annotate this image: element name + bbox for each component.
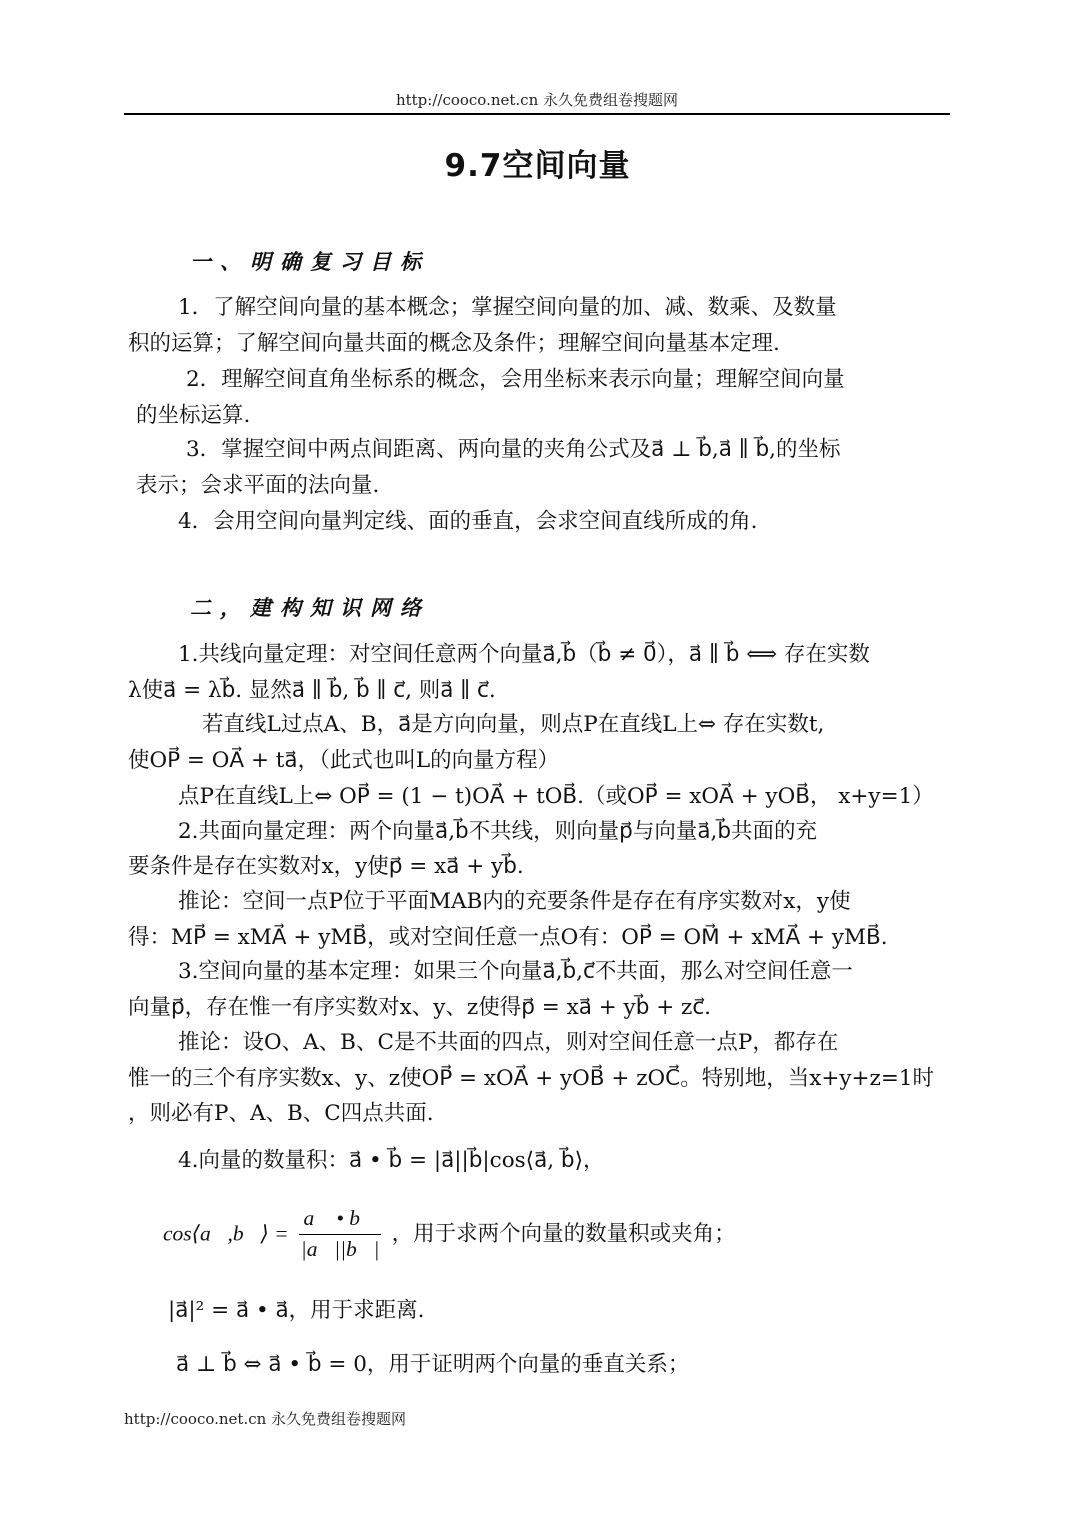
goal-line-6: 表示；会求平面的法向量.: [136, 473, 380, 498]
knowledge-line-2: λ使a⃗ = λb⃗. 显然a⃗ ∥ b⃗, b⃗ ∥ c⃗, 则a⃗ ∥ c⃗.: [128, 678, 496, 703]
knowledge-line-11: 向量p⃗，存在惟一有序实数对x、y、z使得p⃗ = xa⃗ + yb⃗ + zc⃗.: [128, 995, 712, 1020]
knowledge-line-13: 惟一的三个有序实数x、y、z使OP⃗ = xOA⃗ + yOB⃗ + zOC⃗。特别地，当x+y+z=1时: [128, 1066, 935, 1091]
cosine-formula-line: [163, 1206, 736, 1263]
cosine-lhs: cos⟨a⃗,b⃗⟩ =: [163, 1221, 289, 1246]
page-header: http://cooco.net.cn 永久免费组卷搜题网: [395, 91, 679, 109]
knowledge-line-9: 得：MP⃗ = xMA⃗ + yMB⃗，或对空间任意一点O有：OP⃗ = OM⃗ + xMA⃗ + yMB⃗.: [128, 925, 888, 950]
cosine-fraction: [299, 1206, 380, 1263]
cosine-note: ，用于求两个向量的数量积或夹角；: [391, 1221, 736, 1247]
cosine-numerator: a⃗ • b⃗: [299, 1206, 380, 1235]
page-title: 9.7空间向量: [444, 148, 631, 184]
header-divider: [124, 113, 950, 115]
norm-formula-line: |a⃗|² = a⃗ • a⃗，用于求距离.: [168, 1298, 425, 1323]
knowledge-line-7: 要条件是存在实数对x，y使p⃗ = xa⃗ + yb⃗.: [128, 854, 524, 879]
knowledge-line-8: 推论：空间一点P位于平面MAB内的充要条件是存在有序实数对x，y使: [178, 889, 851, 914]
knowledge-line-1: 1.共线向量定理：对空间任意两个向量a⃗,b⃗（b⃗ ≠ 0⃗），a⃗ ∥ b⃗ ⟺ 存在实数: [178, 642, 870, 667]
page-footer: http://cooco.net.cn 永久免费组卷搜题网: [124, 1410, 407, 1428]
goal-line-4: 的坐标运算.: [136, 403, 251, 428]
knowledge-line-15: 4.向量的数量积：a⃗ • b⃗ = |a⃗||b⃗|cos⟨a⃗, b⃗⟩，: [178, 1148, 605, 1173]
goal-line-2: 积的运算；了解空间向量共面的概念及条件；理解空间向量基本定理.: [128, 331, 780, 356]
knowledge-line-14: ，则必有P、A、B、C四点共面.: [128, 1101, 434, 1126]
knowledge-line-5: 点P在直线L上⇔ OP⃗ = (1 − t)OA⃗ + tOB⃗.（或OP⃗ = xOA⃗ + yOB⃗， x+y=1）: [178, 784, 934, 809]
knowledge-line-12: 推论：设O、A、B、C是不共面的四点，则对空间任意一点P，都存在: [178, 1030, 839, 1055]
goal-line-3: 2．理解空间直角坐标系的概念，会用坐标来表示向量；理解空间向量: [186, 367, 845, 392]
goal-line-1: 1．了解空间向量的基本概念；掌握空间向量的加、减、数乘、及数量: [178, 295, 837, 320]
knowledge-line-3: 若直线L过点A、B，a⃗是方向向量，则点P在直线L上⇔ 存在实数t,: [202, 712, 825, 737]
perpendicular-formula-line: a⃗ ⊥ b⃗ ⇔ a⃗ • b⃗ = 0，用于证明两个向量的垂直关系；: [176, 1352, 690, 1377]
knowledge-line-6: 2.共面向量定理：两个向量a⃗,b⃗不共线，则向量p⃗与向量a⃗,b⃗共面的充: [178, 819, 817, 844]
goal-line-7: 4．会用空间向量判定线、面的垂直，会求空间直线所成的角.: [178, 509, 758, 534]
knowledge-line-10: 3.空间向量的基本定理：如果三个向量a⃗,b⃗,c⃗不共面，那么对空间任意一: [178, 959, 853, 984]
section-heading-knowledge: 二，建构知识网络: [190, 595, 430, 620]
section-heading-goals: 一、明确复习目标: [190, 249, 430, 274]
goal-line-5: 3．掌握空间中两点间距离、两向量的夹角公式及a⃗ ⊥ b⃗,a⃗ ∥ b⃗,的坐标: [186, 437, 841, 462]
knowledge-line-4: 使OP⃗ = OA⃗ + ta⃗，（此式也叫L的向量方程）: [128, 748, 560, 773]
cosine-denominator: |a⃗||b⃗|: [300, 1236, 380, 1261]
